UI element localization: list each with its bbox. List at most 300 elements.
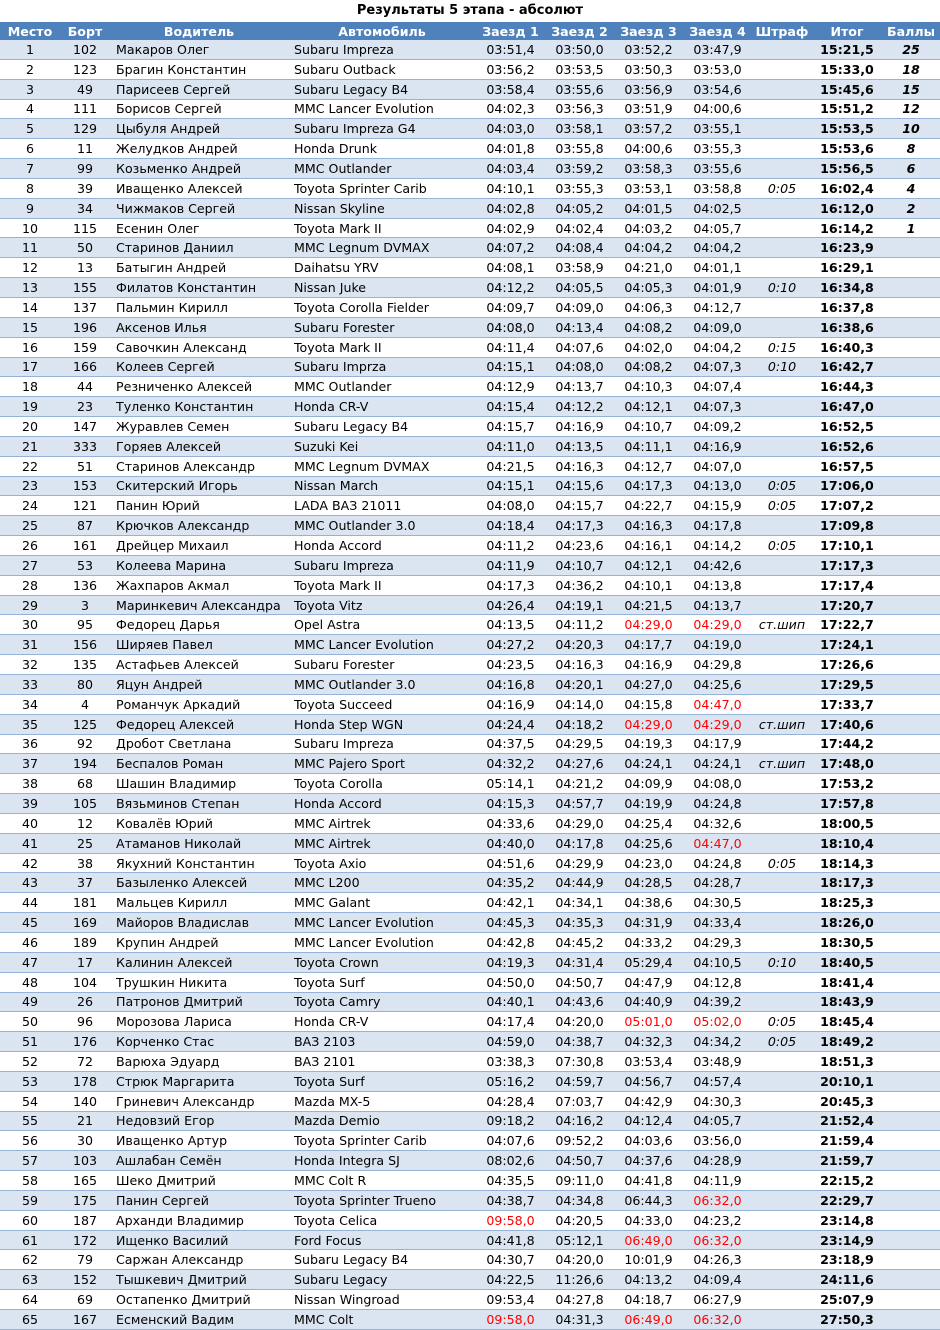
cell-car[interactable]: MMC Legnum DVMAX <box>288 456 476 476</box>
table-row[interactable] <box>0 694 940 714</box>
cell-run-1[interactable]: 04:02,9 <box>476 218 545 238</box>
cell-total[interactable]: 18:40,5 <box>812 952 882 972</box>
table-row[interactable] <box>0 734 940 754</box>
cell-car[interactable]: MMC Galant <box>288 893 476 913</box>
cell-run-2[interactable]: 04:15,7 <box>545 496 614 516</box>
cell-number[interactable]: 175 <box>60 1190 110 1210</box>
table-row[interactable] <box>0 218 940 238</box>
table-row[interactable] <box>0 397 940 417</box>
cell-run-2[interactable]: 04:16,9 <box>545 417 614 437</box>
cell-run-4[interactable]: 04:09,4 <box>683 1270 752 1290</box>
cell-run-1[interactable]: 09:18,2 <box>476 1111 545 1131</box>
cell-penalty[interactable] <box>752 1310 812 1330</box>
cell-place[interactable]: 53 <box>0 1071 60 1091</box>
cell-penalty[interactable] <box>752 258 812 278</box>
cell-run-2[interactable]: 04:09,0 <box>545 297 614 317</box>
cell-number[interactable]: 125 <box>60 714 110 734</box>
cell-driver[interactable]: Калинин Алексей <box>110 952 288 972</box>
cell-run-1[interactable]: 04:08,1 <box>476 258 545 278</box>
cell-driver[interactable]: Корченко Стас <box>110 1032 288 1052</box>
table-row[interactable] <box>0 714 940 734</box>
cell-driver[interactable]: Ашлабан Семён <box>110 1151 288 1171</box>
cell-run-4[interactable]: 04:01,9 <box>683 278 752 298</box>
cell-run-2[interactable]: 04:08,4 <box>545 238 614 258</box>
cell-driver[interactable]: Борисов Сергей <box>110 99 288 119</box>
cell-car[interactable]: Subaru Impreza <box>288 40 476 59</box>
cell-total[interactable]: 16:40,3 <box>812 337 882 357</box>
cell-driver[interactable]: Ковалёв Юрий <box>110 813 288 833</box>
cell-driver[interactable]: Остапенко Дмитрий <box>110 1290 288 1310</box>
cell-run-3[interactable]: 06:44,3 <box>614 1190 683 1210</box>
table-row[interactable] <box>0 635 940 655</box>
cell-number[interactable]: 21 <box>60 1111 110 1131</box>
cell-run-4[interactable]: 03:53,0 <box>683 59 752 79</box>
cell-run-1[interactable]: 04:11,9 <box>476 555 545 575</box>
cell-run-3[interactable]: 04:21,5 <box>614 595 683 615</box>
cell-run-1[interactable]: 04:40,0 <box>476 833 545 853</box>
cell-penalty[interactable]: 0:05 <box>752 536 812 556</box>
cell-run-3[interactable]: 04:33,2 <box>614 932 683 952</box>
cell-run-2[interactable]: 04:38,7 <box>545 1032 614 1052</box>
cell-penalty[interactable] <box>752 456 812 476</box>
cell-run-4[interactable]: 04:00,6 <box>683 99 752 119</box>
cell-run-2[interactable]: 04:43,6 <box>545 992 614 1012</box>
cell-points[interactable] <box>882 317 940 337</box>
cell-place[interactable]: 47 <box>0 952 60 972</box>
cell-penalty[interactable] <box>752 873 812 893</box>
cell-points[interactable] <box>882 595 940 615</box>
cell-run-4[interactable]: 04:19,0 <box>683 635 752 655</box>
cell-run-2[interactable]: 04:05,2 <box>545 198 614 218</box>
cell-points[interactable] <box>882 1171 940 1191</box>
cell-number[interactable]: 129 <box>60 119 110 139</box>
table-row[interactable] <box>0 952 940 972</box>
table-row[interactable] <box>0 1171 940 1191</box>
cell-run-3[interactable]: 04:01,5 <box>614 198 683 218</box>
cell-penalty[interactable] <box>752 436 812 456</box>
cell-number[interactable]: 137 <box>60 297 110 317</box>
cell-points[interactable] <box>882 357 940 377</box>
cell-car[interactable]: Subaru Impreza <box>288 555 476 575</box>
cell-run-4[interactable]: 04:09,0 <box>683 317 752 337</box>
cell-driver[interactable]: Шашин Владимир <box>110 774 288 794</box>
cell-run-4[interactable]: 04:08,0 <box>683 774 752 794</box>
cell-total[interactable]: 18:45,4 <box>812 1012 882 1032</box>
cell-car[interactable]: Mazda Demio <box>288 1111 476 1131</box>
cell-penalty[interactable]: ст.шип <box>752 754 812 774</box>
cell-place[interactable]: 49 <box>0 992 60 1012</box>
cell-penalty[interactable] <box>752 992 812 1012</box>
cell-number[interactable]: 147 <box>60 417 110 437</box>
cell-run-4[interactable]: 06:32,0 <box>683 1230 752 1250</box>
cell-points[interactable] <box>882 675 940 695</box>
cell-total[interactable]: 22:29,7 <box>812 1190 882 1210</box>
cell-run-2[interactable]: 04:16,3 <box>545 456 614 476</box>
cell-place[interactable]: 54 <box>0 1091 60 1111</box>
cell-run-3[interactable]: 03:52,2 <box>614 40 683 59</box>
cell-place[interactable]: 62 <box>0 1250 60 1270</box>
cell-place[interactable]: 31 <box>0 635 60 655</box>
cell-penalty[interactable]: ст.шип <box>752 714 812 734</box>
cell-run-3[interactable]: 04:31,9 <box>614 913 683 933</box>
col-header-run-3[interactable]: Заезд 3 <box>614 22 683 40</box>
cell-run-1[interactable]: 04:40,1 <box>476 992 545 1012</box>
cell-run-2[interactable]: 04:29,5 <box>545 734 614 754</box>
cell-total[interactable]: 16:37,8 <box>812 297 882 317</box>
cell-run-1[interactable]: 03:56,2 <box>476 59 545 79</box>
cell-penalty[interactable]: 0:10 <box>752 357 812 377</box>
cell-car[interactable]: ВАЗ 2101 <box>288 1052 476 1072</box>
cell-driver[interactable]: Аксенов Илья <box>110 317 288 337</box>
table-row[interactable] <box>0 655 940 675</box>
cell-driver[interactable]: Ширяев Павел <box>110 635 288 655</box>
cell-total[interactable]: 17:07,2 <box>812 496 882 516</box>
table-row[interactable] <box>0 1151 940 1171</box>
cell-penalty[interactable] <box>752 913 812 933</box>
cell-run-3[interactable]: 04:10,3 <box>614 377 683 397</box>
cell-run-3[interactable]: 04:28,5 <box>614 873 683 893</box>
cell-car[interactable]: Toyota Axio <box>288 853 476 873</box>
cell-car[interactable]: MMC Lancer Evolution <box>288 932 476 952</box>
cell-place[interactable]: 2 <box>0 59 60 79</box>
cell-car[interactable]: Subaru Imprza <box>288 357 476 377</box>
cell-run-1[interactable]: 04:42,1 <box>476 893 545 913</box>
cell-driver[interactable]: Панин Юрий <box>110 496 288 516</box>
cell-car[interactable]: MMC Outlander 3.0 <box>288 675 476 695</box>
cell-run-4[interactable]: 04:17,8 <box>683 516 752 536</box>
cell-total[interactable]: 18:49,2 <box>812 1032 882 1052</box>
cell-run-4[interactable]: 04:33,4 <box>683 913 752 933</box>
cell-run-2[interactable]: 04:13,7 <box>545 377 614 397</box>
cell-run-3[interactable]: 06:49,0 <box>614 1310 683 1330</box>
cell-run-1[interactable]: 04:37,5 <box>476 734 545 754</box>
cell-penalty[interactable] <box>752 1270 812 1290</box>
cell-run-1[interactable]: 04:11,4 <box>476 337 545 357</box>
cell-total[interactable]: 16:23,9 <box>812 238 882 258</box>
cell-total[interactable]: 15:51,2 <box>812 99 882 119</box>
cell-points[interactable] <box>882 1151 940 1171</box>
cell-points[interactable] <box>882 377 940 397</box>
table-row[interactable] <box>0 1230 940 1250</box>
table-row[interactable] <box>0 516 940 536</box>
cell-run-4[interactable]: 04:07,3 <box>683 357 752 377</box>
cell-run-3[interactable]: 04:25,4 <box>614 813 683 833</box>
cell-number[interactable]: 50 <box>60 238 110 258</box>
cell-number[interactable]: 13 <box>60 258 110 278</box>
cell-run-2[interactable]: 03:58,9 <box>545 258 614 278</box>
cell-car[interactable]: Toyota Mark II <box>288 575 476 595</box>
cell-run-4[interactable]: 04:28,9 <box>683 1151 752 1171</box>
cell-car[interactable]: Toyota Vitz <box>288 595 476 615</box>
cell-run-4[interactable]: 04:29,8 <box>683 655 752 675</box>
cell-driver[interactable]: Есменский Вадим <box>110 1310 288 1330</box>
cell-total[interactable]: 17:57,8 <box>812 794 882 814</box>
cell-driver[interactable]: Иващенко Алексей <box>110 178 288 198</box>
cell-points[interactable] <box>882 1131 940 1151</box>
cell-penalty[interactable] <box>752 635 812 655</box>
table-row[interactable] <box>0 1131 940 1151</box>
cell-number[interactable]: 72 <box>60 1052 110 1072</box>
cell-run-2[interactable]: 04:05,5 <box>545 278 614 298</box>
cell-run-1[interactable]: 04:38,7 <box>476 1190 545 1210</box>
cell-car[interactable]: Nissan March <box>288 476 476 496</box>
table-row[interactable] <box>0 615 940 635</box>
cell-place[interactable]: 3 <box>0 79 60 99</box>
cell-place[interactable]: 22 <box>0 456 60 476</box>
cell-points[interactable] <box>882 714 940 734</box>
cell-points[interactable]: 12 <box>882 99 940 119</box>
cell-run-1[interactable]: 04:01,8 <box>476 139 545 159</box>
cell-total[interactable]: 18:51,3 <box>812 1052 882 1072</box>
cell-number[interactable]: 26 <box>60 992 110 1012</box>
cell-run-2[interactable]: 04:31,3 <box>545 1310 614 1330</box>
cell-number[interactable]: 69 <box>60 1290 110 1310</box>
cell-run-2[interactable]: 04:14,0 <box>545 694 614 714</box>
cell-penalty[interactable] <box>752 238 812 258</box>
cell-penalty[interactable]: 0:15 <box>752 337 812 357</box>
cell-total[interactable]: 18:17,3 <box>812 873 882 893</box>
cell-car[interactable]: MMC Outlander <box>288 159 476 179</box>
cell-place[interactable]: 21 <box>0 436 60 456</box>
cell-points[interactable]: 1 <box>882 218 940 238</box>
cell-run-4[interactable]: 04:39,2 <box>683 992 752 1012</box>
cell-run-1[interactable]: 04:16,8 <box>476 675 545 695</box>
cell-number[interactable]: 11 <box>60 139 110 159</box>
cell-driver[interactable]: Журавлев Семен <box>110 417 288 437</box>
cell-points[interactable] <box>882 417 940 437</box>
cell-run-3[interactable]: 04:17,7 <box>614 635 683 655</box>
cell-place[interactable]: 4 <box>0 99 60 119</box>
cell-run-1[interactable]: 04:32,2 <box>476 754 545 774</box>
cell-number[interactable]: 4 <box>60 694 110 714</box>
cell-run-2[interactable]: 07:03,7 <box>545 1091 614 1111</box>
cell-points[interactable] <box>882 238 940 258</box>
cell-car[interactable]: Toyota Mark II <box>288 337 476 357</box>
cell-run-4[interactable]: 04:12,8 <box>683 972 752 992</box>
cell-number[interactable]: 80 <box>60 675 110 695</box>
cell-car[interactable]: Honda Accord <box>288 794 476 814</box>
cell-car[interactable]: Toyota Camry <box>288 992 476 1012</box>
cell-number[interactable]: 12 <box>60 813 110 833</box>
cell-number[interactable]: 152 <box>60 1270 110 1290</box>
cell-run-4[interactable]: 04:34,2 <box>683 1032 752 1052</box>
cell-total[interactable]: 17:10,1 <box>812 536 882 556</box>
cell-penalty[interactable] <box>752 1111 812 1131</box>
cell-place[interactable]: 29 <box>0 595 60 615</box>
cell-run-2[interactable]: 09:11,0 <box>545 1171 614 1191</box>
cell-driver[interactable]: Майоров Владислав <box>110 913 288 933</box>
cell-number[interactable]: 103 <box>60 1151 110 1171</box>
table-row[interactable] <box>0 1071 940 1091</box>
cell-total[interactable]: 16:52,6 <box>812 436 882 456</box>
cell-penalty[interactable] <box>752 1210 812 1230</box>
cell-place[interactable]: 60 <box>0 1210 60 1230</box>
cell-run-3[interactable]: 10:01,9 <box>614 1250 683 1270</box>
cell-place[interactable]: 35 <box>0 714 60 734</box>
table-row[interactable] <box>0 873 940 893</box>
cell-place[interactable]: 45 <box>0 913 60 933</box>
cell-number[interactable]: 161 <box>60 536 110 556</box>
cell-run-3[interactable]: 04:06,3 <box>614 297 683 317</box>
cell-run-1[interactable]: 04:12,9 <box>476 377 545 397</box>
cell-driver[interactable]: Маринкевич Александра <box>110 595 288 615</box>
cell-run-3[interactable]: 04:47,9 <box>614 972 683 992</box>
cell-car[interactable]: Toyota Mark II <box>288 218 476 238</box>
cell-run-4[interactable]: 04:29,0 <box>683 714 752 734</box>
cell-car[interactable]: Subaru Legacy B4 <box>288 1250 476 1270</box>
cell-place[interactable]: 65 <box>0 1310 60 1330</box>
cell-run-4[interactable]: 03:55,6 <box>683 159 752 179</box>
cell-car[interactable]: Toyota Crown <box>288 952 476 972</box>
cell-number[interactable]: 99 <box>60 159 110 179</box>
table-row[interactable] <box>0 555 940 575</box>
cell-penalty[interactable] <box>752 833 812 853</box>
table-row[interactable] <box>0 972 940 992</box>
cell-run-3[interactable]: 05:29,4 <box>614 952 683 972</box>
cell-driver[interactable]: Мальцев Кирилл <box>110 893 288 913</box>
cell-run-2[interactable]: 04:16,2 <box>545 1111 614 1131</box>
cell-run-2[interactable]: 04:34,8 <box>545 1190 614 1210</box>
cell-points[interactable] <box>882 1071 940 1091</box>
cell-run-1[interactable]: 04:27,2 <box>476 635 545 655</box>
cell-run-1[interactable]: 04:03,0 <box>476 119 545 139</box>
cell-points[interactable] <box>882 794 940 814</box>
table-row[interactable] <box>0 1012 940 1032</box>
cell-number[interactable]: 87 <box>60 516 110 536</box>
cell-run-2[interactable]: 04:18,2 <box>545 714 614 734</box>
cell-run-2[interactable]: 03:56,3 <box>545 99 614 119</box>
cell-run-4[interactable]: 04:09,2 <box>683 417 752 437</box>
cell-points[interactable] <box>882 337 940 357</box>
cell-run-2[interactable]: 04:27,6 <box>545 754 614 774</box>
cell-total[interactable]: 17:17,3 <box>812 555 882 575</box>
cell-place[interactable]: 42 <box>0 853 60 873</box>
cell-run-3[interactable]: 04:03,2 <box>614 218 683 238</box>
table-row[interactable] <box>0 476 940 496</box>
cell-place[interactable]: 16 <box>0 337 60 357</box>
cell-driver[interactable]: Гриневич Александр <box>110 1091 288 1111</box>
cell-penalty[interactable] <box>752 297 812 317</box>
cell-driver[interactable]: Вязьминов Степан <box>110 794 288 814</box>
table-row[interactable] <box>0 317 940 337</box>
cell-place[interactable]: 34 <box>0 694 60 714</box>
cell-car[interactable]: Honda Step WGN <box>288 714 476 734</box>
cell-run-4[interactable]: 04:42,6 <box>683 555 752 575</box>
cell-run-4[interactable]: 04:17,9 <box>683 734 752 754</box>
cell-run-4[interactable]: 03:55,1 <box>683 119 752 139</box>
cell-run-1[interactable]: 04:59,0 <box>476 1032 545 1052</box>
cell-run-3[interactable]: 03:57,2 <box>614 119 683 139</box>
table-row[interactable] <box>0 40 940 59</box>
cell-number[interactable]: 34 <box>60 198 110 218</box>
cell-total[interactable]: 18:25,3 <box>812 893 882 913</box>
cell-run-2[interactable]: 04:20,1 <box>545 675 614 695</box>
cell-driver[interactable]: Туленко Константин <box>110 397 288 417</box>
cell-driver[interactable]: Брагин Константин <box>110 59 288 79</box>
cell-run-4[interactable]: 06:32,0 <box>683 1310 752 1330</box>
cell-run-1[interactable]: 04:24,4 <box>476 714 545 734</box>
cell-run-4[interactable]: 04:30,3 <box>683 1091 752 1111</box>
cell-total[interactable]: 18:10,4 <box>812 833 882 853</box>
cell-number[interactable]: 333 <box>60 436 110 456</box>
cell-penalty[interactable] <box>752 813 812 833</box>
cell-run-4[interactable]: 03:58,8 <box>683 178 752 198</box>
cell-run-4[interactable]: 04:07,3 <box>683 397 752 417</box>
cell-penalty[interactable] <box>752 417 812 437</box>
cell-number[interactable]: 102 <box>60 40 110 59</box>
cell-place[interactable]: 15 <box>0 317 60 337</box>
table-row[interactable] <box>0 893 940 913</box>
cell-penalty[interactable] <box>752 932 812 952</box>
cell-run-2[interactable]: 03:59,2 <box>545 159 614 179</box>
table-row[interactable] <box>0 178 940 198</box>
cell-penalty[interactable]: 0:05 <box>752 178 812 198</box>
cell-points[interactable] <box>882 615 940 635</box>
cell-points[interactable] <box>882 575 940 595</box>
cell-run-4[interactable]: 04:29,3 <box>683 932 752 952</box>
col-header-driver[interactable]: Водитель <box>110 22 288 40</box>
table-row[interactable] <box>0 238 940 258</box>
cell-number[interactable]: 169 <box>60 913 110 933</box>
cell-driver[interactable]: Старинов Даниил <box>110 238 288 258</box>
cell-penalty[interactable] <box>752 99 812 119</box>
cell-run-3[interactable]: 04:18,7 <box>614 1290 683 1310</box>
cell-run-2[interactable]: 04:27,8 <box>545 1290 614 1310</box>
cell-penalty[interactable] <box>752 1171 812 1191</box>
cell-driver[interactable]: Шеко Дмитрий <box>110 1171 288 1191</box>
cell-run-4[interactable]: 04:15,9 <box>683 496 752 516</box>
cell-driver[interactable]: Федорец Алексей <box>110 714 288 734</box>
cell-number[interactable]: 196 <box>60 317 110 337</box>
cell-total[interactable]: 15:56,5 <box>812 159 882 179</box>
cell-run-1[interactable]: 04:15,4 <box>476 397 545 417</box>
cell-car[interactable]: MMC L200 <box>288 873 476 893</box>
cell-car[interactable]: Toyota Surf <box>288 972 476 992</box>
table-row[interactable] <box>0 278 940 298</box>
cell-run-4[interactable]: 04:14,2 <box>683 536 752 556</box>
cell-penalty[interactable] <box>752 218 812 238</box>
cell-run-4[interactable]: 03:54,6 <box>683 79 752 99</box>
cell-total[interactable]: 24:11,6 <box>812 1270 882 1290</box>
cell-number[interactable]: 172 <box>60 1230 110 1250</box>
cell-run-1[interactable]: 04:16,9 <box>476 694 545 714</box>
cell-run-4[interactable]: 04:10,5 <box>683 952 752 972</box>
cell-points[interactable] <box>882 1111 940 1131</box>
cell-driver[interactable]: Есенин Олег <box>110 218 288 238</box>
cell-points[interactable] <box>882 913 940 933</box>
cell-car[interactable]: Opel Astra <box>288 615 476 635</box>
cell-penalty[interactable] <box>752 794 812 814</box>
cell-driver[interactable]: Желудков Андрей <box>110 139 288 159</box>
cell-driver[interactable]: Пальмин Кирилл <box>110 297 288 317</box>
cell-points[interactable] <box>882 635 940 655</box>
cell-points[interactable] <box>882 992 940 1012</box>
cell-total[interactable]: 16:57,5 <box>812 456 882 476</box>
cell-driver[interactable]: Патронов Дмитрий <box>110 992 288 1012</box>
cell-points[interactable] <box>882 932 940 952</box>
cell-run-4[interactable]: 04:25,6 <box>683 675 752 695</box>
table-row[interactable] <box>0 99 940 119</box>
cell-run-4[interactable]: 04:07,0 <box>683 456 752 476</box>
cell-run-1[interactable]: 04:18,4 <box>476 516 545 536</box>
cell-number[interactable]: 17 <box>60 952 110 972</box>
cell-total[interactable]: 16:42,7 <box>812 357 882 377</box>
cell-run-3[interactable]: 04:38,6 <box>614 893 683 913</box>
cell-driver[interactable]: Морозова Лариса <box>110 1012 288 1032</box>
table-row[interactable] <box>0 913 940 933</box>
cell-points[interactable] <box>882 258 940 278</box>
cell-run-3[interactable]: 04:17,3 <box>614 476 683 496</box>
